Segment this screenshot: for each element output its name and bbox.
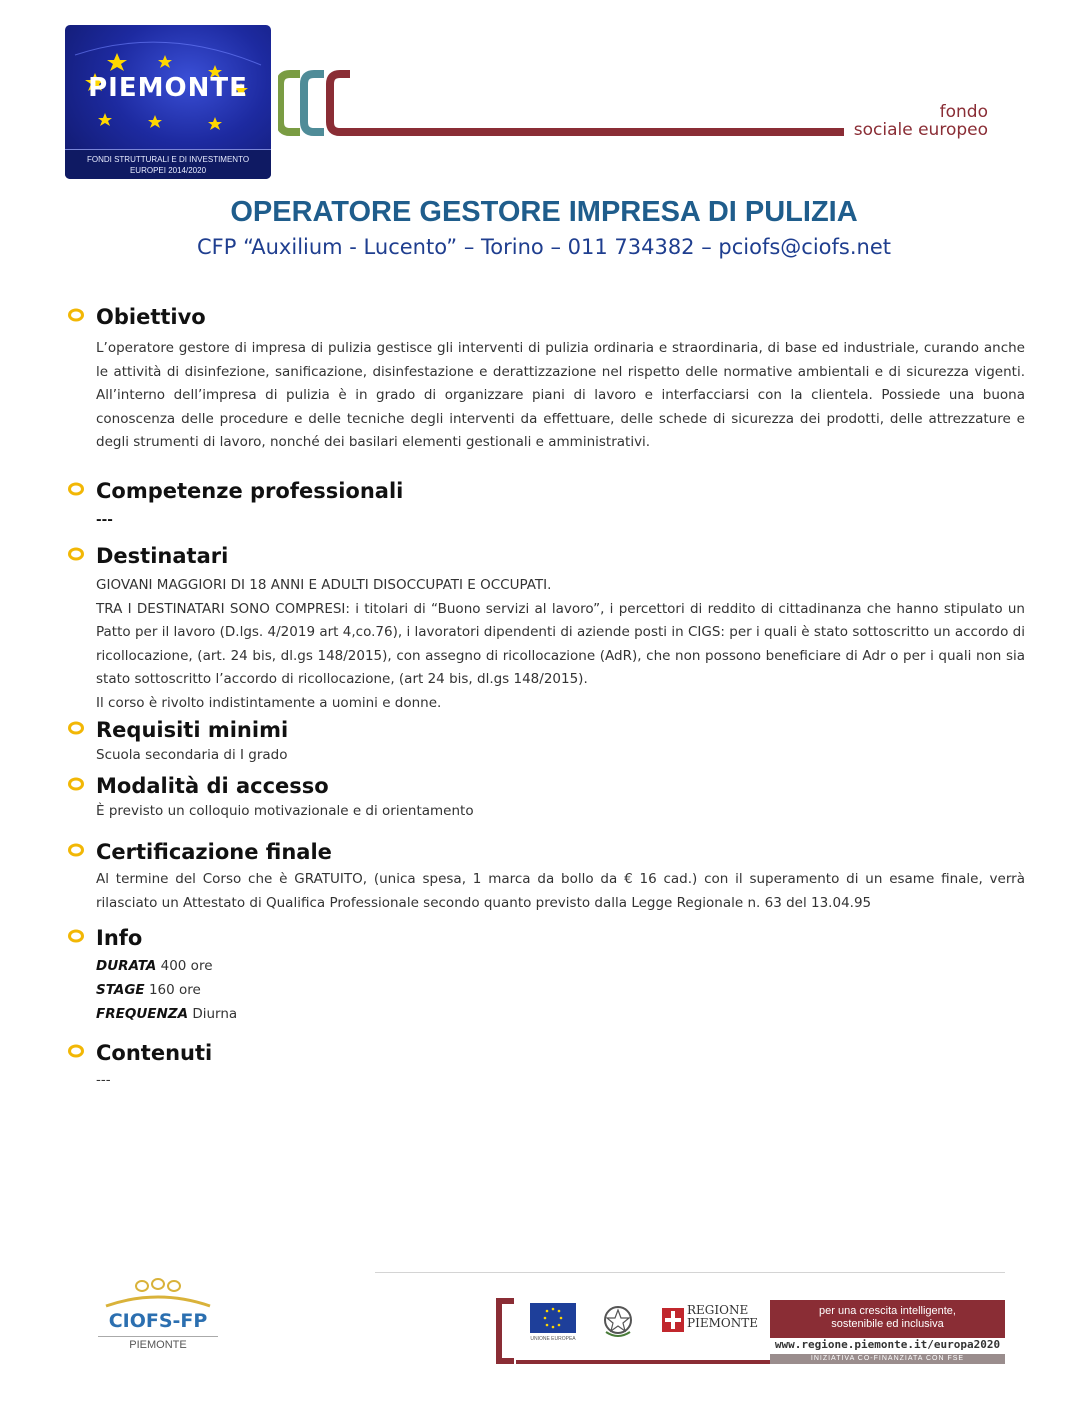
destinatari-line3: Il corso è rivolto indistintamente a uomini e donne. bbox=[96, 694, 442, 711]
slogan-line1: per una crescita intelligente, bbox=[819, 1305, 956, 1317]
logo-band-line1: FONDI STRUTTURALI E DI INVESTIMENTO bbox=[86, 155, 250, 164]
regione-line2: PIEMONTE bbox=[687, 1316, 758, 1330]
section-title: Competenze professionali bbox=[96, 479, 404, 503]
fse-bracket bbox=[496, 1298, 514, 1364]
fse-text bbox=[848, 103, 988, 139]
section-title: Certificazione finale bbox=[96, 840, 332, 864]
regione-piemonte-text bbox=[687, 1304, 757, 1330]
slogan-line2: sostenibile ed inclusiva bbox=[831, 1318, 944, 1330]
section-title: Contenuti bbox=[96, 1041, 213, 1065]
section-body: È previsto un colloquio motivazionale e di orientamento bbox=[96, 803, 474, 819]
section-certificazione bbox=[65, 840, 1025, 915]
durata-value: 400 ore bbox=[160, 958, 213, 974]
bullet-ring-icon bbox=[68, 776, 84, 792]
document-subtitle: CFP “Auxilium - Lucento” – Torino – 011 734382 – pciofs@ciofs.net bbox=[197, 235, 891, 259]
eu-label: UNIONE EUROPEA bbox=[530, 1336, 576, 1342]
regione-piemonte-shield-icon bbox=[662, 1308, 684, 1332]
info-durata bbox=[96, 954, 1025, 978]
frequenza-label: FREQUENZA bbox=[96, 1006, 189, 1022]
ciofs-sub: PIEMONTE bbox=[98, 1336, 218, 1351]
section-title: Obiettivo bbox=[96, 305, 206, 329]
section-info bbox=[65, 926, 1025, 1026]
piemonte-logo-text: PIEMONTE bbox=[88, 73, 248, 103]
eu-flag-stars-icon bbox=[530, 1303, 576, 1333]
piemonte-logo-band bbox=[65, 149, 271, 179]
fse-line1: fondo bbox=[939, 102, 988, 122]
section-destinatari bbox=[65, 544, 1025, 715]
stage-value: 160 ore bbox=[148, 982, 201, 998]
section-body: Al termine del Corso che è GRATUITO, (unica spesa, 1 marca da bollo da € 16 cad.) con il superamento di un esame finale, verrà rilasciato un Attestato di Qualifica Professionale secondo quanto previsto dalla Legge Regionale n. 63 del 13.04.95 bbox=[96, 871, 1025, 911]
ciofs-rings-icon bbox=[98, 1278, 218, 1312]
section-requisiti bbox=[65, 718, 1025, 768]
piemonte-fesi-logo bbox=[65, 25, 271, 179]
section-title: Info bbox=[96, 926, 143, 950]
bullet-ring-icon bbox=[68, 307, 84, 323]
ciofs-text: CIOFS-FP bbox=[108, 1310, 208, 1332]
cofinanced-label: INIZIATIVA CO-FINANZIATA CON FSE bbox=[770, 1354, 1005, 1364]
bullet-ring-icon bbox=[68, 842, 84, 858]
fse-ccc-logo-icon bbox=[278, 70, 848, 140]
section-competenze bbox=[65, 479, 1025, 533]
destinatari-line1: GIOVANI MAGGIORI DI 18 ANNI E ADULTI DISOCCUPATI E OCCUPATI. bbox=[96, 577, 552, 593]
section-title: Requisiti minimi bbox=[96, 718, 289, 742]
section-body: L’operatore gestore di impresa di pulizia gestisce gli interventi di pulizia ordinaria e straordinaria, di base ed industriale, curando anche le attività di disinfezione, sanificazione, disinfestazione e derattizzazione nel rispetto delle normative ambientali e di sicurezza vigenti. All’interno dell’impresa di pulizia è in grado di organizzare piani di lavoro e interfacciarsi con la clientela. Possiede una buona conoscenza delle procedure e delle tecniche degli interventi da effettuare, delle schede di sicurezza dei prodotti, delle attrezzature e degli strumenti di lavoro, nonché dei basilari elementi gestionali e amministrativi. bbox=[96, 340, 1025, 450]
frequenza-value: Diurna bbox=[192, 1006, 238, 1022]
section-body: --- bbox=[96, 1072, 111, 1088]
section-contenuti bbox=[65, 1041, 1025, 1093]
section-body bbox=[96, 574, 1025, 715]
bullet-ring-icon bbox=[68, 1043, 84, 1059]
section-modalita bbox=[65, 774, 1025, 824]
durata-label: DURATA bbox=[96, 958, 157, 974]
section-obiettivo bbox=[65, 305, 1025, 455]
section-body bbox=[96, 954, 1025, 1026]
info-stage bbox=[96, 978, 1025, 1002]
bullet-ring-icon bbox=[68, 481, 84, 497]
fse-footer-band bbox=[496, 1298, 1006, 1364]
fse-bottom-line bbox=[516, 1360, 770, 1364]
section-title: Destinatari bbox=[96, 544, 229, 568]
footer-divider bbox=[375, 1272, 1005, 1273]
info-frequenza bbox=[96, 1002, 1025, 1026]
section-body: --- bbox=[96, 512, 113, 528]
europa2020-slogan bbox=[770, 1300, 1005, 1338]
stage-label: STAGE bbox=[96, 982, 145, 998]
document-title: OPERATORE GESTORE IMPRESA DI PULIZIA bbox=[230, 196, 858, 228]
eu-flag-icon bbox=[530, 1303, 576, 1333]
destinatari-line2: TRA I DESTINATARI SONO COMPRESI: i titolari di “Buono servizi al lavoro”, i percettori di reddito di cittadinanza che hanno stipulato un Patto per il lavoro (D.lgs. 4/2019 art 4,co.76), i lavoratori dipendenti di aziende posti in CIGS: per i quali è stato sottoscritto un accordo di ricollocazione, (art. 24 bis, dl.gs 148/2015), con assegno di ricollocazione (AdR), che non possono beneficiare di Adr o per i quali non sia stato sottoscritto l’accordo di ricollocazione, (art 24 bis, dl.gs 148/2015). bbox=[96, 600, 1025, 687]
bullet-ring-icon bbox=[68, 546, 84, 562]
italian-republic-emblem-icon bbox=[600, 1302, 636, 1340]
bullet-ring-icon bbox=[68, 720, 84, 736]
section-title: Modalità di accesso bbox=[96, 774, 329, 798]
section-body: Scuola secondaria di I grado bbox=[96, 747, 288, 763]
regione-line1: REGIONE bbox=[687, 1303, 749, 1317]
europa2020-url: www.regione.piemonte.it/europa2020 bbox=[774, 1338, 1001, 1351]
fse-line2: sociale europeo bbox=[853, 120, 988, 140]
ciofs-fp-logo bbox=[98, 1278, 218, 1358]
logo-band-line2: EUROPEI 2014/2020 bbox=[129, 166, 207, 175]
bullet-ring-icon bbox=[68, 928, 84, 944]
